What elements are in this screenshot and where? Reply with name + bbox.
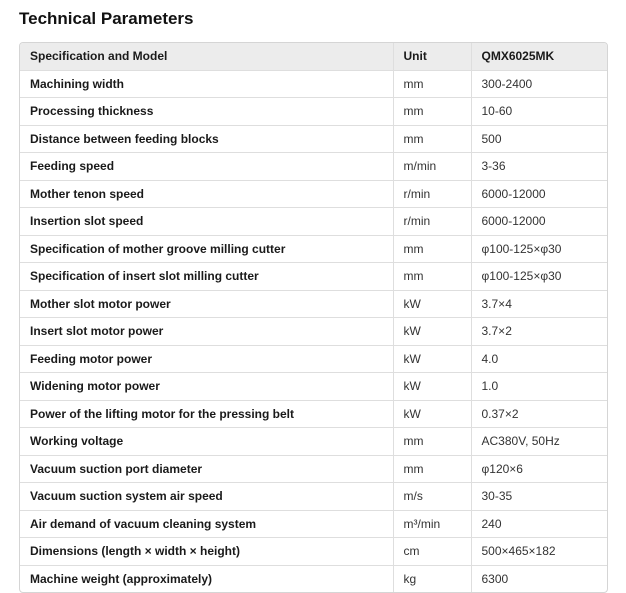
cell-unit: kg xyxy=(393,565,471,592)
table-row xyxy=(20,565,607,592)
cell-value: 6000-12000 xyxy=(471,180,607,208)
cell-unit: kW xyxy=(393,318,471,346)
cell-value: φ100-125×φ30 xyxy=(471,263,607,291)
cell-unit: mm xyxy=(393,428,471,456)
cell-value: φ100-125×φ30 xyxy=(471,235,607,263)
cell-specification: Feeding motor power xyxy=(20,345,393,373)
cell-specification: Specification of insert slot milling cutter xyxy=(20,263,393,291)
cell-specification: Vacuum suction port diameter xyxy=(20,455,393,483)
header-row xyxy=(20,43,607,70)
cell-value: 500×465×182 xyxy=(471,538,607,566)
cell-specification: Insert slot motor power xyxy=(20,318,393,346)
cell-specification: Power of the lifting motor for the pressing belt xyxy=(20,400,393,428)
cell-value: 3-36 xyxy=(471,153,607,181)
cell-specification: Feeding speed xyxy=(20,153,393,181)
cell-unit: mm xyxy=(393,235,471,263)
cell-unit: mm xyxy=(393,455,471,483)
cell-value: 500 xyxy=(471,125,607,153)
cell-unit: mm xyxy=(393,263,471,291)
cell-specification: Specification of mother groove milling cutter xyxy=(20,235,393,263)
table-row xyxy=(20,208,607,236)
table-header xyxy=(20,43,607,70)
cell-unit: cm xyxy=(393,538,471,566)
table-row xyxy=(20,180,607,208)
table-row xyxy=(20,70,607,98)
cell-unit: m/min xyxy=(393,153,471,181)
cell-specification: Working voltage xyxy=(20,428,393,456)
cell-value: 3.7×4 xyxy=(471,290,607,318)
table-row xyxy=(20,510,607,538)
cell-value: 300-2400 xyxy=(471,70,607,98)
table-row xyxy=(20,125,607,153)
cell-value: 30-35 xyxy=(471,483,607,511)
cell-specification: Dimensions (length × width × height) xyxy=(20,538,393,566)
cell-specification: Distance between feeding blocks xyxy=(20,125,393,153)
cell-unit: kW xyxy=(393,345,471,373)
cell-value: 6300 xyxy=(481,571,509,586)
cell-specification: Mother tenon speed xyxy=(20,180,393,208)
cell-specification: Widening motor power xyxy=(20,373,393,401)
header-model: QMX6025MK xyxy=(471,43,607,70)
header-unit: Unit xyxy=(393,43,471,70)
cell-specification: Mother slot motor power xyxy=(20,290,393,318)
table-row xyxy=(20,345,607,373)
table-row xyxy=(20,428,607,456)
table-row xyxy=(20,318,607,346)
cell-unit: m³/min xyxy=(393,510,471,538)
table-row xyxy=(20,373,607,401)
cell-specification: Vacuum suction system air speed xyxy=(20,483,393,511)
cell-unit: mm xyxy=(393,125,471,153)
parameters-table xyxy=(20,43,607,592)
cell-specification: Machine weight (approximately) xyxy=(20,565,393,592)
table-row xyxy=(20,538,607,566)
table-row xyxy=(20,235,607,263)
cell-unit: r/min xyxy=(393,208,471,236)
cell-value: 10-60 xyxy=(471,98,607,126)
parameters-table-container xyxy=(19,42,608,593)
table-row xyxy=(20,455,607,483)
cell-unit: kW xyxy=(393,290,471,318)
cell-specification: Insertion slot speed xyxy=(20,208,393,236)
table-row xyxy=(20,263,607,291)
cell-specification: Processing thickness xyxy=(20,98,393,126)
table-row xyxy=(20,153,607,181)
cell-unit: m/s xyxy=(393,483,471,511)
cell-unit: mm xyxy=(393,70,471,98)
cell-specification: Air demand of vacuum cleaning system xyxy=(20,510,393,538)
header-specification: Specification and Model xyxy=(20,43,393,70)
page-title: Technical Parameters xyxy=(19,9,194,28)
table-body xyxy=(20,70,607,592)
cell-unit: r/min xyxy=(393,180,471,208)
cell-value: AC380V, 50Hz xyxy=(471,428,607,456)
cell-value: 240 xyxy=(471,510,607,538)
cell-value: 3.7×2 xyxy=(471,318,607,346)
cell-value: φ120×6 xyxy=(471,455,607,483)
cell-unit: kW xyxy=(393,373,471,401)
cell-unit: mm xyxy=(393,98,471,126)
table-row xyxy=(20,400,607,428)
cell-value: 6000-12000 xyxy=(471,208,607,236)
table-row xyxy=(20,483,607,511)
cell-value: 1.0 xyxy=(471,373,607,401)
cell-value: 4.0 xyxy=(471,345,607,373)
cell-unit: kW xyxy=(393,400,471,428)
table-row xyxy=(20,98,607,126)
cell-value: 0.37×2 xyxy=(471,400,607,428)
cell-specification: Machining width xyxy=(20,70,393,98)
table-row xyxy=(20,290,607,318)
